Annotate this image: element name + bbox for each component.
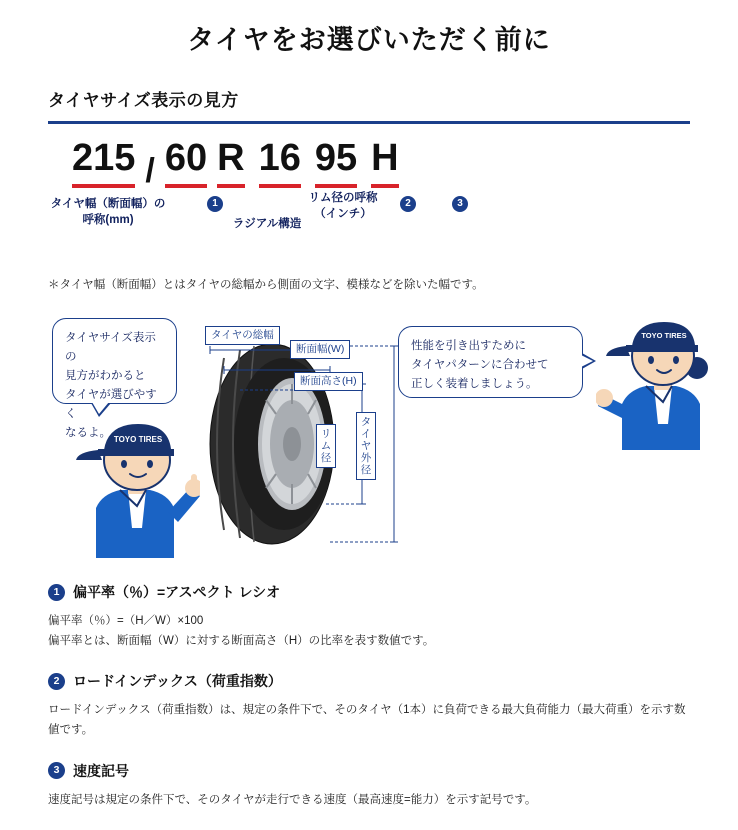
annotation-aspect-badge xyxy=(205,196,225,212)
annotation-width-line2: 呼称(mm) xyxy=(82,214,134,227)
size-token-aspect: 60 xyxy=(164,137,208,180)
annotation-load-index-badge xyxy=(398,196,418,212)
tire-size-string xyxy=(72,137,738,191)
size-token-construction: R xyxy=(217,137,245,180)
size-token-rim: 16 xyxy=(258,137,301,180)
section-speed-symbol xyxy=(48,761,690,810)
annotation-construction-label: ラジアル構造 xyxy=(232,218,302,231)
section-speed-symbol-body xyxy=(48,790,690,810)
badge-1: 1 xyxy=(207,196,223,212)
svg-text:TOYO TIRES: TOYO TIRES xyxy=(641,331,687,340)
section-speed-symbol-head xyxy=(48,761,690,781)
section-speed-symbol-title: 速度記号 xyxy=(73,762,129,779)
annotation-width-line1: タイヤ幅（断面幅）の xyxy=(50,198,166,211)
bubble-left-line1: タイヤサイズ表示の xyxy=(65,332,156,363)
annotation-speed-badge xyxy=(450,196,470,212)
label-rim-diameter-line2: 径 xyxy=(320,452,332,465)
section-load-index xyxy=(48,671,690,740)
explanation-sections xyxy=(0,582,738,830)
size-token-rim-wrap xyxy=(259,139,301,188)
size-token-load-index-wrap xyxy=(315,139,357,188)
badge-icon-1: 1 xyxy=(48,584,65,601)
label-overall-width: タイヤの総幅 xyxy=(205,326,280,345)
underline-speed-symbol xyxy=(371,184,398,188)
bubble-right-line3: 正しく装着しましょう。 xyxy=(411,377,538,390)
speech-bubble-left xyxy=(52,318,177,439)
underline-load-index xyxy=(315,184,357,188)
size-separator-slash: / xyxy=(145,152,155,191)
bubble-left-tail-inner xyxy=(92,402,109,414)
bubble-right-tail-inner xyxy=(581,355,593,367)
size-token-aspect-wrap xyxy=(165,139,207,188)
section-aspect-ratio-title: 偏平率（％）=アスペクト レシオ xyxy=(73,584,281,600)
section-load-index-body xyxy=(48,700,690,740)
section-heading-size-notation: タイヤサイズ表示の見方 xyxy=(48,91,239,111)
badge-3: 3 xyxy=(452,196,468,212)
tire-diagram-illustration xyxy=(0,304,738,569)
bubble-left-line4: なるよ。 xyxy=(65,426,111,439)
size-token-width: 215 xyxy=(72,137,136,180)
mascot-character-left xyxy=(50,416,200,561)
heading-divider xyxy=(48,121,690,124)
badge-2: 2 xyxy=(400,196,416,212)
mascot-character-right xyxy=(596,318,716,453)
size-token-speed-wrap xyxy=(371,139,398,188)
underline-construction xyxy=(217,184,244,188)
underline-aspect xyxy=(165,184,207,188)
annotation-rim-line1: リム径の呼称 xyxy=(308,192,378,205)
label-rim-diameter xyxy=(316,424,336,468)
footnote-width: ＊タイヤ幅（断面幅）とはタイヤの総幅から側面の文字、模様などを除いた幅です。 xyxy=(48,279,484,291)
section-aspect-ratio-line1: 偏平率（％）=（H／W）×100 xyxy=(48,615,204,627)
size-token-width-wrap xyxy=(72,139,135,188)
page-title: タイヤをお選びいただく前に xyxy=(187,25,551,55)
bubble-left-line2: 見方がわかると xyxy=(65,369,146,382)
badge-icon-3: 3 xyxy=(48,762,65,779)
section-aspect-ratio-line2: 偏平率とは、断面幅（W）に対する断面高さ（H）の比率を表す数値です。 xyxy=(48,635,435,648)
svg-text:TOYO TIRES: TOYO TIRES xyxy=(113,435,163,444)
size-token-construction-wrap xyxy=(217,139,244,188)
bubble-left-line3: タイヤが選びやすく xyxy=(65,388,157,420)
annotation-rim xyxy=(295,190,391,222)
tire-size-example xyxy=(0,138,738,248)
bubble-right-line1: 性能を引き出すために xyxy=(411,340,526,352)
section-load-index-head xyxy=(48,671,690,691)
section-aspect-ratio-body xyxy=(48,611,690,651)
annotation-width xyxy=(38,196,178,228)
size-token-speed-symbol: H xyxy=(371,137,399,180)
section-speed-symbol-line1: 速度記号は規定の条件下で、そのタイヤが走行できる速度（最高速度=能力）を示す記号です。 xyxy=(48,793,537,806)
section-load-index-title: ロードインデックス（荷重指数） xyxy=(73,673,282,690)
section-load-index-line1: ロードインデックス（荷重指数）は、規定の条件下で、そのタイヤ（1本）に負荷できる最大負荷能力（最大荷重）を示す数値です。 xyxy=(48,704,686,737)
bubble-right-line2: タイヤパターンに合わせて xyxy=(411,358,549,371)
underline-width xyxy=(72,184,135,188)
annotation-rim-line2: （インチ） xyxy=(314,208,372,221)
label-outer-diameter-line2: 外径 xyxy=(360,452,372,477)
label-section-height: 断面高さ(H) xyxy=(294,372,363,391)
label-section-width: 断面幅(W) xyxy=(290,340,350,359)
label-rim-diameter-line1: リム xyxy=(320,428,332,453)
underline-rim xyxy=(259,184,301,188)
size-token-load-index: 95 xyxy=(314,137,358,180)
label-outer-diameter-line1: タイヤ xyxy=(360,416,372,453)
page-root xyxy=(0,24,738,809)
section-aspect-ratio xyxy=(48,582,690,651)
section-aspect-ratio-head xyxy=(48,582,690,602)
label-outer-diameter xyxy=(356,412,376,480)
badge-icon-2: 2 xyxy=(48,673,65,690)
